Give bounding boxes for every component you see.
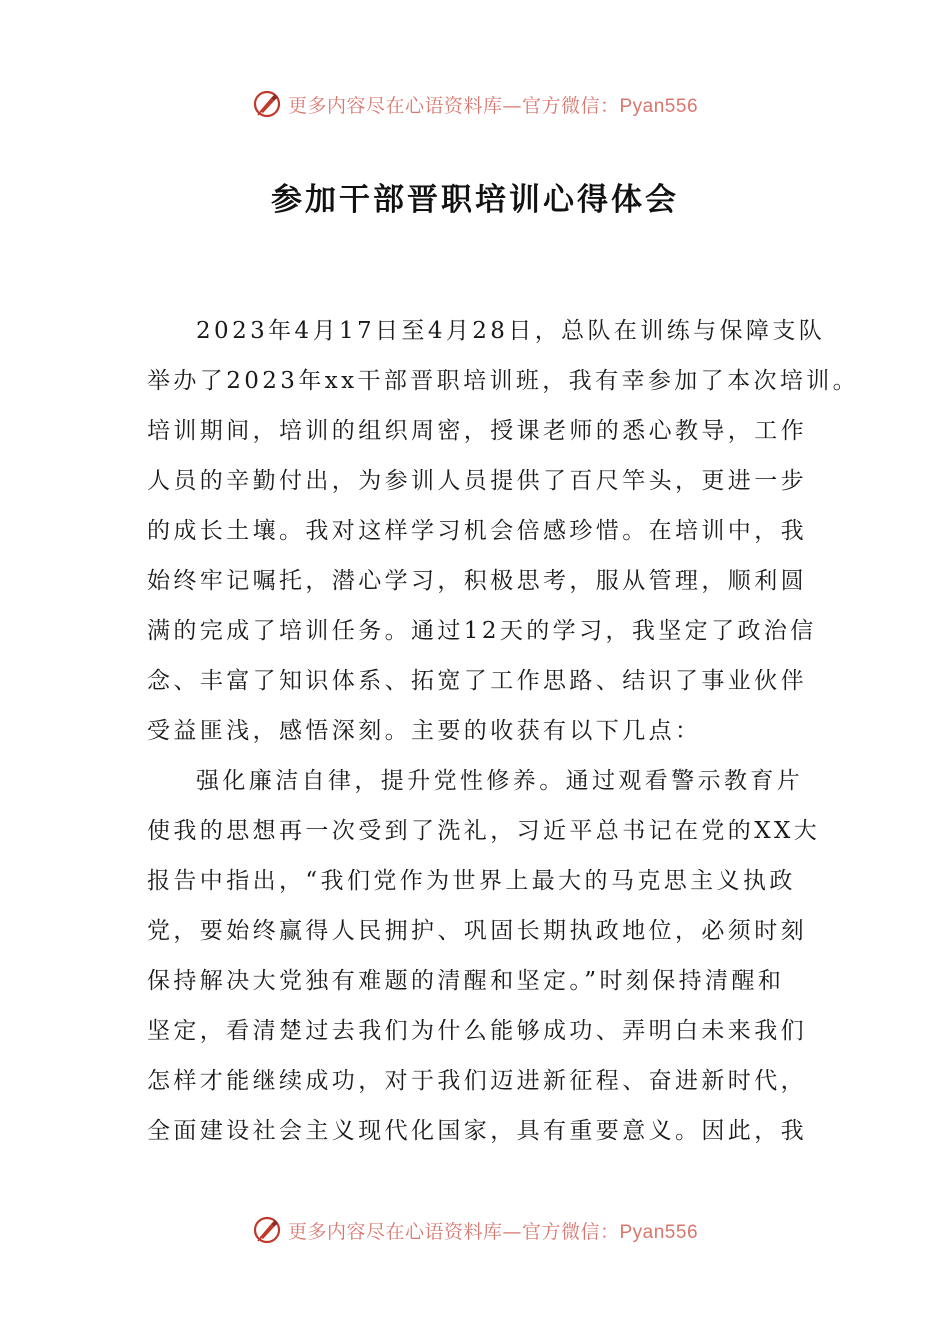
body-line: 保持解决大党独有难题的清醒和坚定。”时刻保持清醒和 [147, 968, 785, 994]
body-line: 党，要始终赢得人民拥护、巩固长期执政地位，必须时刻 [147, 918, 807, 944]
header-banner-wechat-id: Pyan556 [619, 95, 699, 117]
body-line: 满的完成了培训任务。通过12天的学习，我坚定了政治信 [147, 618, 817, 644]
footer-banner [0, 1210, 950, 1250]
pen-nib-logo-icon [252, 89, 282, 119]
body-line: 报告中指出，“我们党作为世界上最大的马克思主义执政 [147, 868, 796, 894]
body-line: 2023年4月17日至4月28日，总队在训练与保障支队 [196, 318, 826, 344]
body-line: 人员的辛勤付出，为参训人员提供了百尺竿头，更进一步 [147, 468, 807, 494]
footer-banner-wechat-id: Pyan556 [619, 1221, 699, 1243]
body-line: 受益匪浅，感悟深刻。主要的收获有以下几点： [147, 718, 702, 744]
body-line: 怎样才能继续成功，对于我们迈进新征程、奋进新时代， [147, 1068, 807, 1094]
body-line: 坚定，看清楚过去我们为什么能够成功、弄明白未来我们 [147, 1018, 807, 1044]
body-line: 始终牢记嘱托，潜心学习，积极思考，服从管理，顺利圆 [147, 568, 807, 594]
document-body [147, 306, 860, 1156]
footer-banner-text: 更多内容尽在心语资料库—官方微信： [287, 1220, 620, 1243]
header-banner-text: 更多内容尽在心语资料库—官方微信： [287, 94, 620, 117]
body-line: 强化廉洁自律，提升党性修养。通过观看警示教育片 [196, 768, 804, 794]
document-title: 参加干部晋职培训心得体会 [271, 182, 679, 218]
body-line: 培训期间，培训的组织周密，授课老师的悉心教导，工作 [147, 418, 807, 444]
body-line: 全面建设社会主义现代化国家，具有重要意义。因此，我 [147, 1118, 807, 1144]
header-banner [0, 84, 950, 124]
pen-nib-logo-icon [252, 1215, 282, 1245]
body-line: 念、丰富了知识体系、拓宽了工作思路、结识了事业伙伴 [147, 668, 807, 694]
body-line: 使我的思想再一次受到了洗礼，习近平总书记在党的XX大 [147, 818, 821, 844]
body-line: 的成长土壤。我对这样学习机会倍感珍惜。在培训中，我 [147, 518, 807, 544]
body-line: 举办了2023年xx干部晋职培训班，我有幸参加了本次培训。 [147, 368, 860, 394]
